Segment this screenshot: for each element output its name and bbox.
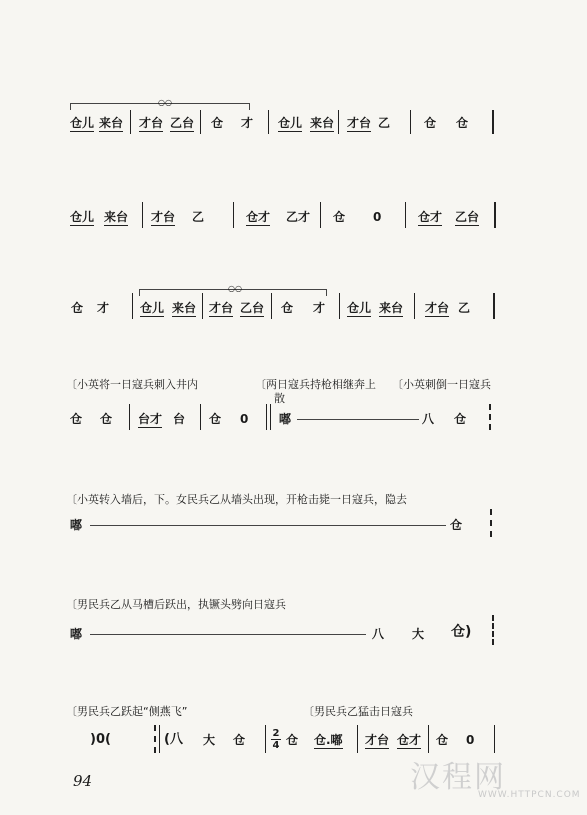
- note: 大: [412, 627, 425, 641]
- note: 嘟: [70, 627, 83, 641]
- note: 来台: [99, 116, 124, 130]
- note: 台才: [138, 412, 163, 426]
- score-row-5: [0, 493, 587, 543]
- stage-direction: 〔小英刺倒一日寇兵: [392, 378, 491, 391]
- score-row-2: [0, 198, 587, 238]
- note: 仓: [70, 412, 83, 426]
- watermark-url: WWW.HTTPCN.COM: [478, 790, 581, 800]
- barline: [266, 404, 267, 430]
- note: 才台: [347, 116, 372, 130]
- score-row-1: [0, 100, 587, 140]
- stage-direction: 〔小英将一日寇兵刺入井内: [66, 378, 198, 391]
- note: 仓: [424, 116, 437, 130]
- ornament-circles: ○○: [228, 284, 242, 293]
- stage-direction: 〔男民兵乙从马槽后跃出，执镢头劈向日寇兵: [66, 598, 286, 611]
- time-signature-bottom: 4: [272, 740, 280, 751]
- score-row-7: [0, 705, 587, 755]
- note: 乙: [378, 116, 391, 130]
- note: 才台: [365, 733, 390, 747]
- note: 才: [97, 301, 110, 315]
- barline: [338, 110, 339, 134]
- barline: [357, 725, 358, 753]
- note: 来台: [172, 301, 197, 315]
- note: 仓: [71, 301, 84, 315]
- note: 嘟: [279, 412, 292, 426]
- barline: [265, 725, 266, 753]
- barline: [268, 110, 269, 134]
- note: 仓: [333, 210, 346, 224]
- note: 才台: [425, 301, 450, 315]
- barline: [271, 293, 272, 319]
- note: 八: [372, 627, 385, 641]
- note: 仓: [456, 116, 469, 130]
- barline: [270, 404, 271, 430]
- note: 仓儿: [70, 116, 95, 130]
- note: 乙: [192, 210, 205, 224]
- barline: [202, 293, 203, 319]
- barline: [129, 404, 130, 430]
- barline: [142, 202, 143, 228]
- barline: [493, 293, 495, 319]
- note: 台: [173, 412, 186, 426]
- score-row-4: [0, 375, 587, 435]
- note: 仓儿: [278, 116, 303, 130]
- barline: [428, 725, 429, 753]
- time-signature-top: 2: [272, 728, 280, 739]
- note: 才: [241, 116, 254, 130]
- note: 仓: [436, 733, 449, 747]
- stage-direction: 〔两日寇兵持枪相继奔上: [255, 378, 376, 391]
- note: 仓: [281, 301, 294, 315]
- note: 来台: [379, 301, 404, 315]
- note: 0: [373, 210, 382, 224]
- note: 仓): [451, 624, 472, 640]
- note: 才台: [209, 301, 234, 315]
- page-number: 94: [73, 772, 93, 790]
- stage-direction: 〔小英转入墙后，下。女民兵乙从墙头出现，开枪击毙一日寇兵，隐去: [66, 493, 407, 506]
- tremolo-line: [297, 419, 419, 420]
- note: 仓才: [397, 733, 422, 747]
- barline-dashed: [490, 509, 494, 537]
- note: 大: [203, 733, 216, 747]
- note: 才台: [139, 116, 164, 130]
- note: 仓才: [418, 210, 443, 224]
- tremolo-line: [90, 634, 366, 635]
- note: 乙才: [286, 210, 311, 224]
- barline: [233, 202, 234, 228]
- barline: [492, 110, 494, 134]
- note: 乙台: [455, 210, 480, 224]
- barline: [339, 293, 340, 319]
- note: 才: [313, 301, 326, 315]
- note: 0: [240, 412, 249, 426]
- score-row-3: [0, 285, 587, 325]
- barline: [410, 110, 411, 134]
- barline: [494, 725, 495, 753]
- barline: [132, 293, 133, 319]
- tremolo-line: [90, 525, 446, 526]
- barline: [200, 110, 201, 134]
- barline: [494, 202, 496, 228]
- barline: [414, 293, 415, 319]
- score-row-6: [0, 598, 587, 650]
- note: 仓: [211, 116, 224, 130]
- note: )0(: [90, 732, 111, 747]
- note: (八: [164, 732, 183, 747]
- tempo-marking: 散: [274, 392, 285, 405]
- note: 八: [422, 412, 435, 426]
- barline-dashed: [154, 725, 158, 753]
- barline: [200, 404, 201, 430]
- note: 来台: [310, 116, 335, 130]
- note: 仓: [450, 518, 463, 532]
- note: 仓: [233, 733, 246, 747]
- watermark-logo: 汉程网: [410, 760, 506, 795]
- note: 0: [466, 733, 475, 747]
- note: 仓: [286, 733, 299, 747]
- note: 仓儿: [140, 301, 165, 315]
- barline: [405, 202, 406, 228]
- stage-direction: 〔男民兵乙跃起“侧燕飞”: [66, 705, 188, 718]
- note: 仓: [100, 412, 113, 426]
- note: 乙台: [170, 116, 195, 130]
- barline: [320, 202, 321, 228]
- note: 仓: [209, 412, 222, 426]
- note: 仓.嘟: [314, 733, 343, 747]
- barline-dashed: [489, 404, 493, 430]
- barline: [159, 725, 160, 753]
- barline: [130, 110, 131, 134]
- note: 仓才: [246, 210, 271, 224]
- barline-dashed: [492, 615, 496, 645]
- note: 仓儿: [70, 210, 95, 224]
- note: 嘟: [70, 518, 83, 532]
- note: 仓儿: [347, 301, 372, 315]
- stage-direction: 〔男民兵乙猛击日寇兵: [303, 705, 413, 718]
- note: 仓: [454, 412, 467, 426]
- note: 乙: [458, 301, 471, 315]
- note: 来台: [104, 210, 129, 224]
- ornament-circles: ○○: [158, 98, 172, 107]
- note: 乙台: [240, 301, 265, 315]
- note: 才台: [151, 210, 176, 224]
